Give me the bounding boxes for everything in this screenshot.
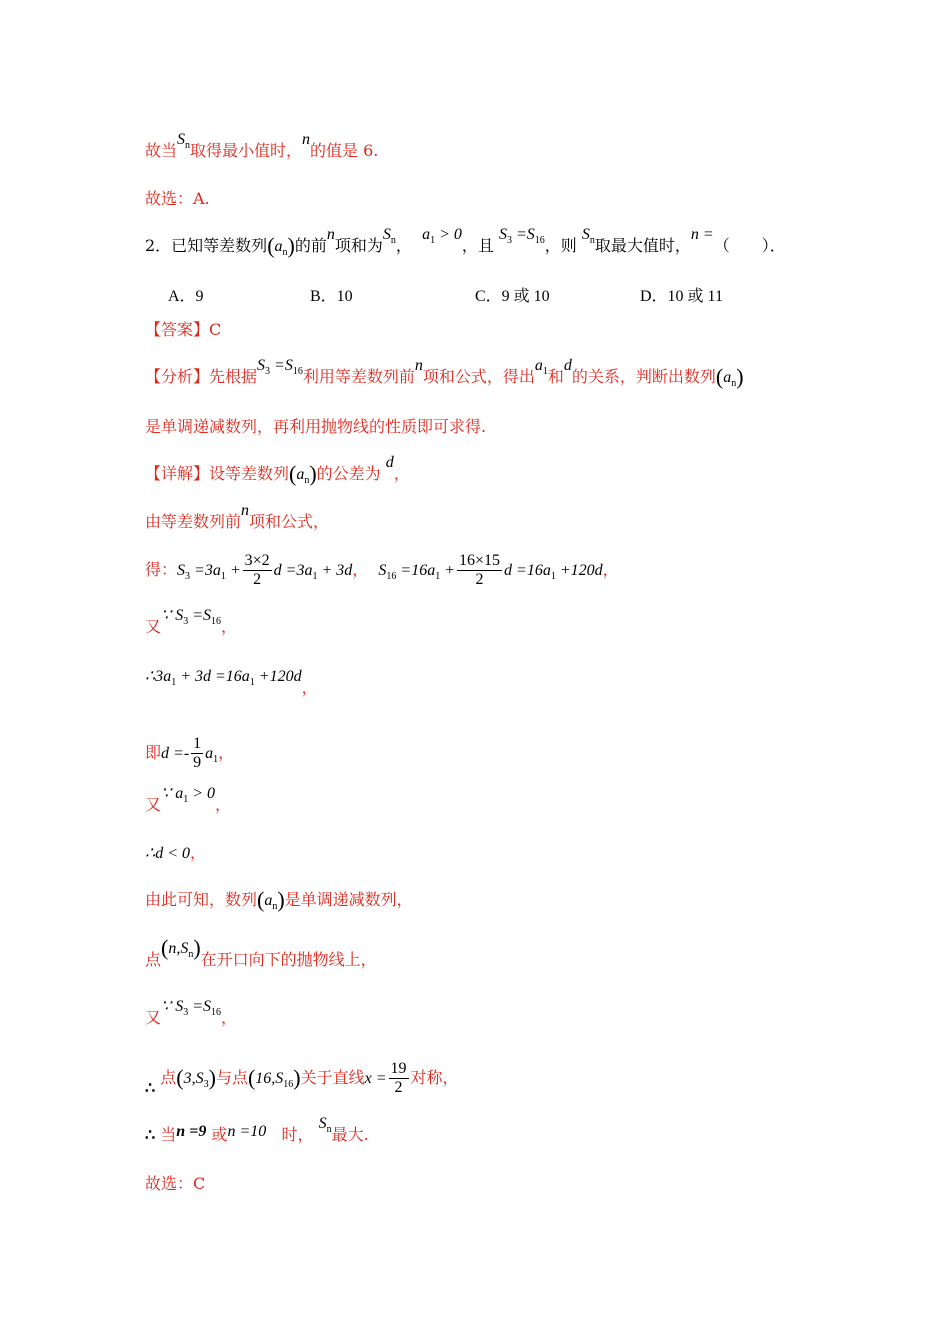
detail-line-7: 又∵ $a_1 > 0$， bbox=[145, 785, 232, 814]
analysis-line-1: 【分析】先根据$S_3 =S_{16}$利用等差数列前n项和公式，得出$a_1$和d的关系，判断出数列$(a_n)$ bbox=[145, 357, 744, 389]
detail-line-13: ∴ 当n =9 或n =10 时， $S_n$最大. bbox=[145, 1115, 369, 1144]
choice-line-1: 故选：A. bbox=[145, 189, 210, 208]
option-b[interactable]: B．10 bbox=[310, 288, 353, 305]
detail-line-11: 又∵ $S_3 =S_{16}$， bbox=[145, 998, 238, 1027]
option-c[interactable]: C．9 或 10 bbox=[475, 288, 550, 305]
question-2: 2．已知等差数列$(a_n)$的前n项和为$S_n$， $a_1 > 0$，且 $S_3 =S_{16}$，则 $S_n$取最大值时，n =（ ）． bbox=[145, 226, 786, 258]
math-Sn: $S_n$ bbox=[177, 131, 191, 151]
detail-line-10: 点$(n,S_n)$在开口向下的抛物线上， bbox=[145, 935, 377, 969]
option-a[interactable]: A．9 bbox=[168, 288, 204, 305]
detail-line-3: 得：$S_3 =3a_1$ + $\frac{3\times 2}{2}$ $d =3a_1 + 3d$， $S_{16} =16a_1$ + $\frac{16\times 15}{2}$ $d =16a_1 +120d$， bbox=[145, 552, 619, 588]
detail-line-8: ∴d < 0， bbox=[145, 843, 206, 862]
detail-line-6: 即d =- $\frac{1}{9}$ $a_1$， bbox=[145, 735, 235, 771]
detail-line-5: $\therefore 3a_1 + 3d =16a_1 +120d$， bbox=[145, 668, 318, 697]
detail-line-4: 又∵ $S_3 =S_{16}$， bbox=[145, 607, 238, 636]
detail-line-12: ∴ 点$(3,S_3)$与点$(16,S_{16})$关于直线x = $\frac{19}{2}$ 对称， bbox=[145, 1060, 459, 1097]
final-choice: 故选：C bbox=[145, 1174, 206, 1193]
analysis-line-2: 是单调递减数列，再利用抛物线的性质即可求得. bbox=[145, 417, 487, 436]
math-an: $(a_n)$ bbox=[267, 233, 295, 258]
answer-line: 【答案】C bbox=[145, 320, 222, 339]
detail-line-2: 由等差数列前n项和公式， bbox=[145, 502, 330, 531]
conclusion-line-1: 故当$S_n$取得最小值时，n的值是 6. bbox=[145, 131, 379, 160]
detail-line-1: 【详解】设等差数列$(a_n)$的公差为 d， bbox=[145, 454, 410, 486]
detail-line-9: 由此可知，数列$(a_n)$是单调递减数列， bbox=[145, 887, 413, 912]
option-d[interactable]: D．10 或 11 bbox=[640, 288, 723, 305]
math-n: n bbox=[302, 131, 311, 148]
